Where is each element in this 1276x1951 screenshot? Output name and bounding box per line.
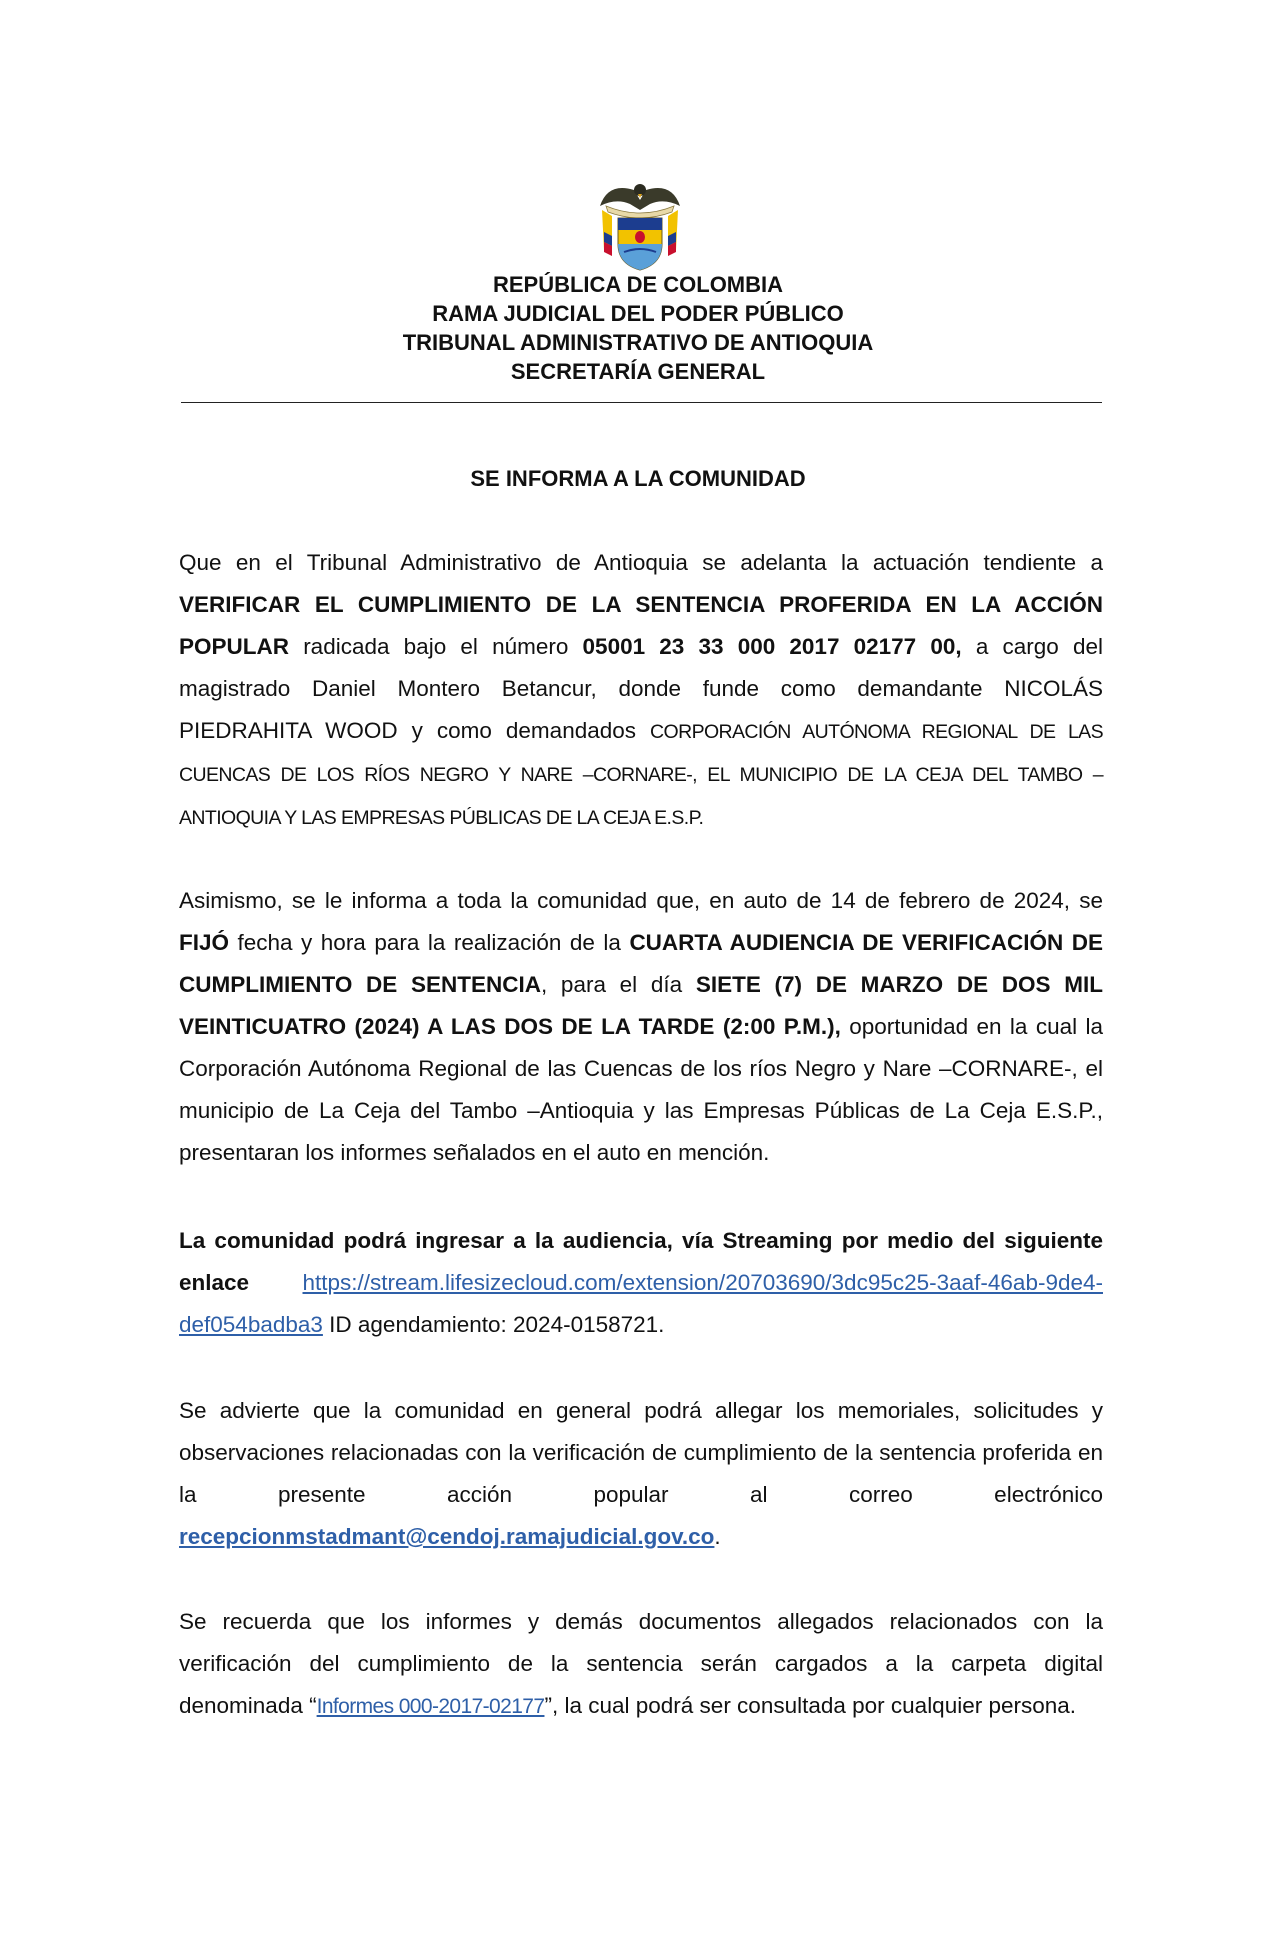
coat-of-arms-colombia-icon bbox=[598, 176, 682, 272]
p2-text-e: , para el día bbox=[540, 972, 696, 997]
header-divider bbox=[181, 402, 1102, 403]
paragraph-hearing bbox=[179, 880, 1103, 1174]
p4-text-c: . bbox=[714, 1524, 721, 1549]
p3-schedule-id: ID agendamiento: 2024-0158721. bbox=[322, 1312, 665, 1337]
paragraph-submissions bbox=[179, 1390, 1103, 1558]
reports-folder-link[interactable]: Informes 000-2017-02177 bbox=[316, 1695, 545, 1718]
p3-intro: La comunidad podrá ingresar a la audiencia, vía Streaming por medio del siguiente enlace bbox=[179, 1228, 1103, 1295]
header-country: REPÚBLICA DE COLOMBIA bbox=[492, 272, 784, 297]
p2-text-c: fecha y hora para la realización de la bbox=[229, 930, 630, 955]
p1-text-c: radicada bajo el número bbox=[289, 634, 583, 659]
p1-case-number: 05001 23 33 000 2017 02177 00, bbox=[582, 634, 962, 659]
p4-text-a: Se advierte que la comunidad en general podrá allegar los memoriales, solicitudes y observaciones relacionadas con la verificación de cumplimiento de la sentencia proferida en la presente acción popular al correo electrónico bbox=[179, 1398, 1103, 1507]
p2-hearing-name: CUARTA AUDIENCIA DE VERIFICACIÓN DE CUMPLIMIENTO DE SENTENCIA bbox=[179, 930, 1103, 997]
notice-title: SE INFORMA A LA COMUNIDAD bbox=[470, 466, 806, 491]
p2-fixed: FIJÓ bbox=[179, 930, 230, 955]
header-tribunal: TRIBUNAL ADMINISTRATIVO DE ANTIOQUIA bbox=[402, 330, 874, 355]
p2-text-g: oportunidad en la cual la Corporación Autónoma Regional de las Cuencas de los ríos Negro y Nare –CORNARE-, el municipio de La Ceja del Tambo –Antioquia y las Empresas Públicas de La Ceja E.S.P., presentaran los informes señalados en el auto en mención. bbox=[179, 1014, 1103, 1165]
p1-text-e: a cargo del magistrado Daniel Montero Betancur, donde funde como demandante NICOLÁS PIEDRAHITA WOOD y como demandados bbox=[179, 634, 1104, 743]
header-office: SECRETARÍA GENERAL bbox=[510, 359, 766, 384]
p5-text-a: Se recuerda que los informes y demás documentos allegados relacionados con la verificación del cumplimiento de la sentencia serán cargados a la carpeta digital denominada “ bbox=[179, 1609, 1103, 1718]
p2-hearing-date: SIETE (7) DE MARZO DE DOS MIL VEINTICUATRO (2024) A LAS DOS DE LA TARDE (2:00 P.M.), bbox=[179, 972, 1103, 1039]
p1-verify-action: VERIFICAR EL CUMPLIMIENTO DE LA SENTENCIA PROFERIDA EN LA ACCIÓN POPULAR bbox=[179, 592, 1103, 659]
paragraph-streaming bbox=[179, 1220, 1103, 1346]
p1-text-a: Que en el Tribunal Administrativo de Antioquia se adelanta la actuación tendiente a bbox=[179, 550, 1103, 575]
header-block bbox=[0, 270, 1276, 386]
paragraph-proceeding bbox=[179, 542, 1103, 839]
header-branch: RAMA JUDICIAL DEL PODER PÚBLICO bbox=[432, 301, 844, 326]
paragraph-reports bbox=[179, 1601, 1103, 1728]
p2-text-a: Asimismo, se le informa a toda la comunidad que, en auto de 14 de febrero de 2024, se bbox=[179, 888, 1103, 913]
email-link[interactable]: recepcionmstadmant@cendoj.ramajudicial.gov.co bbox=[179, 1524, 715, 1549]
p1-defendants: CORPORACIÓN AUTÓNOMA REGIONAL DE LAS CUENCAS DE LOS RÍOS NEGRO Y NARE –CORNARE-, EL MUNICIPIO DE LA CEJA DEL TAMBO –ANTIOQUIA Y LAS EMPRESAS PÚBLICAS DE LA CEJA E.S.P. bbox=[179, 721, 1103, 829]
p5-text-c: ”, la cual podrá ser consultada por cualquier persona. bbox=[544, 1693, 1077, 1718]
streaming-link[interactable]: https://stream.lifesizecloud.com/extension/20703690/3dc95c25-3aaf-46ab-9de4-def054badba3 bbox=[179, 1270, 1103, 1337]
